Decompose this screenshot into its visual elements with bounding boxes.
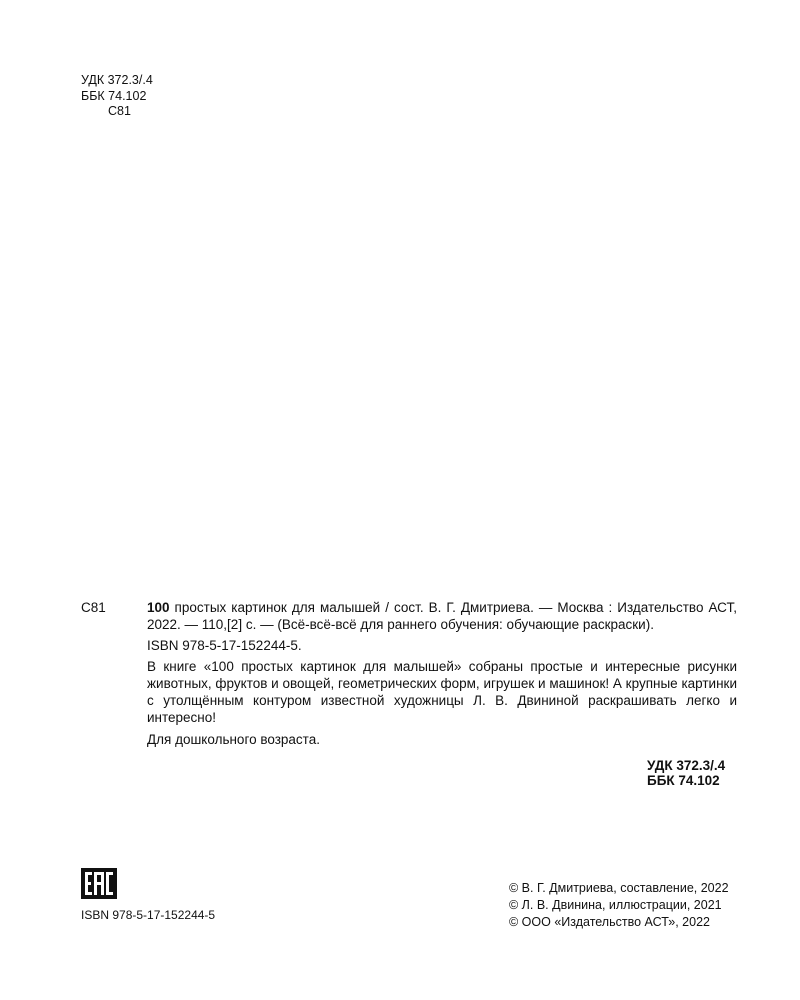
bbk-code: ББК 74.102 <box>81 88 147 103</box>
bibliographic-description <box>147 599 737 633</box>
udk-code: УДК 372.3/.4 <box>81 73 153 87</box>
bottom-isbn: ISBN 978-5-17-152244-5 <box>81 908 216 922</box>
entry-body <box>147 599 737 788</box>
entry-bbk: ББК 74.102 <box>647 773 720 788</box>
title-number: 100 <box>147 600 170 615</box>
bibliographic-text: простых картинок для малышей / сост. В. Г. Дмитриева. — Москва : Издательство АСТ, 2022. — 110,[2] с. — (Всё-всё-всё для раннего обучения: обучающие раскраски). <box>147 600 737 632</box>
annotation: В книге «100 простых картинок для малышей» собраны простые и интересные рисунки животных, фруктов и овощей, геометрических форм, игрушек и машинок! А крупные картинки с утолщённым контуром известной художницы Л. В. Двининой раскрашивать легко и интересно! <box>147 659 737 725</box>
entry-classification-codes <box>647 758 737 788</box>
entry-author-mark: С81 <box>81 600 106 615</box>
eac-certification-icon <box>81 868 117 899</box>
top-classification-codes <box>81 73 153 120</box>
entry-isbn: ISBN 978-5-17-152244-5. <box>147 638 302 653</box>
catalog-entry <box>81 599 737 788</box>
copyright-publisher: © ООО «Издательство АСТ», 2022 <box>509 915 710 929</box>
age-rating: Для дошкольного возраста. <box>147 732 320 747</box>
copyright-illustrator: © Л. В. Двинина, иллюстрации, 2021 <box>509 898 722 912</box>
copyright-compiler: © В. Г. Дмитриева, составление, 2022 <box>509 881 729 895</box>
copyright-block <box>509 880 729 931</box>
author-mark: С81 <box>108 104 131 118</box>
entry-udk: УДК 372.3/.4 <box>647 758 726 773</box>
